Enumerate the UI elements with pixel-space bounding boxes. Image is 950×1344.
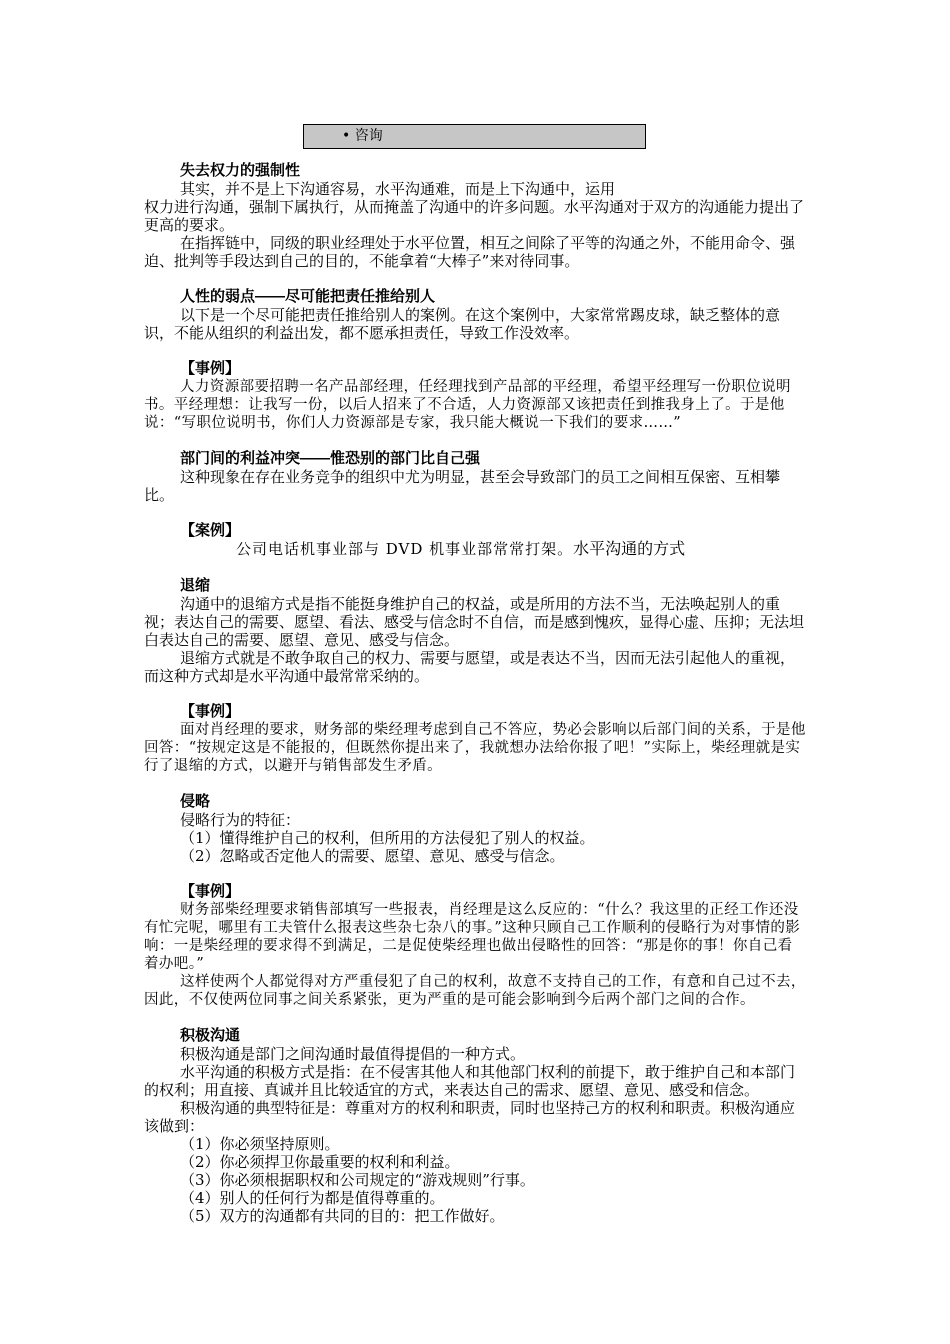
list-item: （2）你必须捍卫你最重要的权利和利益。 xyxy=(180,1153,460,1171)
case-text: 公司电话机事业部与 DVD 机事业部常常打架。 xyxy=(236,540,574,558)
list-item: （3）你必须根据职权和公司规定的“游戏规则”行事。 xyxy=(180,1171,535,1189)
paragraph: 水平沟通的积极方式是指：在不侵害其他人和其他部门权利的前提下，敢于维护自己和本部门的权利；用直接、真诚并且比较适宜的方式，来表达自己的需求、愿望、意见、感受和信念。 xyxy=(144,1063,796,1099)
paragraph: 其实，并不是上下沟通容易，水平沟通难，而是上下沟通中，运用 xyxy=(180,180,616,198)
case-label: 【事例】 xyxy=(180,883,241,900)
paragraph: 权力进行沟通，强制下属执行，从而掩盖了沟通中的许多问题。水平沟通对于双方的沟通能力提出了更高的要求。 xyxy=(144,198,805,234)
section-heading: 部门间的利益冲突——惟恐别的部门比自己强 xyxy=(180,450,481,467)
case-text: 面对肖经理的要求，财务部的柴经理考虑到自己不答应，势必会影响以后部门间的关系，于是他回答：“按规定这是不能报的，但既然你提出来了，我就想办法给你报了吧！”实际上，柴经理就是实行了退缩的方式，以避开与销售部发生矛盾。 xyxy=(144,722,806,774)
case-label: 【案例】 xyxy=(180,522,241,539)
section-heading: 积极沟通 xyxy=(180,1027,241,1044)
case-text: 财务部柴经理要求销售部填写一些报表，肖经理是这么反应的：“什么？我这里的正经工作还没有忙完呢，哪里有工夫管什么报表这些杂七杂八的事。”这种只顾自己工作顺利的侵略行为对事情的影响：一是柴经理的要求得不到满足，二是促使柴经理也做出侵略性的回答：“那是你的事！你自己看着办吧。” xyxy=(144,902,801,972)
banner-label: • 咨询 xyxy=(342,128,383,144)
list-item: （1）懂得维护自己的权利，但所用的方法侵犯了别人的权益。 xyxy=(180,829,595,847)
paragraph: 退缩方式就是不敢争取自己的权力、需要与愿望，或是表达不当，因而无法引起他人的重视，而这种方式却是水平沟通中最常常采纳的。 xyxy=(144,649,796,685)
case-label: 【事例】 xyxy=(180,703,241,720)
case-line xyxy=(144,540,806,559)
section-heading: 侵略 xyxy=(180,793,211,810)
paragraph: 沟通中的退缩方式是指不能挺身维护自己的权益，或是所用的方法不当，无法唤起别人的重视；表达自己的需要、愿望、看法、感受与信念时不自信，而是感到愧疚，显得心虚、压抑；无法坦白表达自己的需要、愿望、意见、感受与信念。 xyxy=(144,595,805,649)
case-text: 这样使两个人都觉得对方严重侵犯了自己的权利，故意不支持自己的工作，有意和自己过不去，因此，不仅使两位同事之间关系紧张，更为严重的是可能会影响到今后两个部门之间的合作。 xyxy=(144,974,806,1008)
paragraph: 在指挥链中，同级的职业经理处于水平位置，相互之间除了平等的沟通之外，不能用命令、强迫、批判等手段达到自己的目的，不能拿着“大棒子”来对待同事。 xyxy=(144,234,796,270)
case-label: 【事例】 xyxy=(180,360,241,377)
section-banner xyxy=(303,124,646,149)
section-heading: 退缩 xyxy=(180,577,211,594)
list-item: （4）别人的任何行为都是值得尊重的。 xyxy=(180,1189,445,1207)
list-item: （5）双方的沟通都有共同的目的：把工作做好。 xyxy=(180,1207,505,1225)
paragraph: 积极沟通是部门之间沟通时最值得提倡的一种方式。 xyxy=(180,1045,526,1063)
paragraph: 以下是一个尽可能把责任推给别人的案例。在这个案例中，大家常常踢皮球，缺乏整体的意识，不能从组织的利益出发，都不愿承担责任，导致工作没效率。 xyxy=(144,306,781,342)
section-heading: 人性的弱点——尽可能把责任推给别人 xyxy=(180,288,436,305)
chapter-heading: 水平沟通的方式 xyxy=(573,541,686,558)
list-item: （1）你必须坚持原则。 xyxy=(180,1135,340,1153)
document-body xyxy=(144,162,806,1225)
paragraph: 侵略行为的特征： xyxy=(180,811,301,829)
paragraph: 这种现象在存在业务竞争的组织中尤为明显，甚至会导致部门的员工之间相互保密、互相攀比。 xyxy=(144,468,781,504)
case-text: 人力资源部要招聘一名产品部经理，任经理找到产品部的平经理，希望平经理写一份职位说明书。平经理想：让我写一份，以后人招来了不合适，人力资源部又该把责任到推我身上了。于是他说：“写职位说明书，你们人力资源部是专家，我只能大概说一下我们的要求……” xyxy=(144,379,791,431)
list-item: （2）忽略或否定他人的需要、愿望、意见、感受与信念。 xyxy=(180,847,565,865)
paragraph: 积极沟通的典型特征是：尊重对方的权利和职责，同时也坚持己方的权利和职责。积极沟通应该做到： xyxy=(144,1099,796,1135)
section-heading: 失去权力的强制性 xyxy=(180,162,301,179)
